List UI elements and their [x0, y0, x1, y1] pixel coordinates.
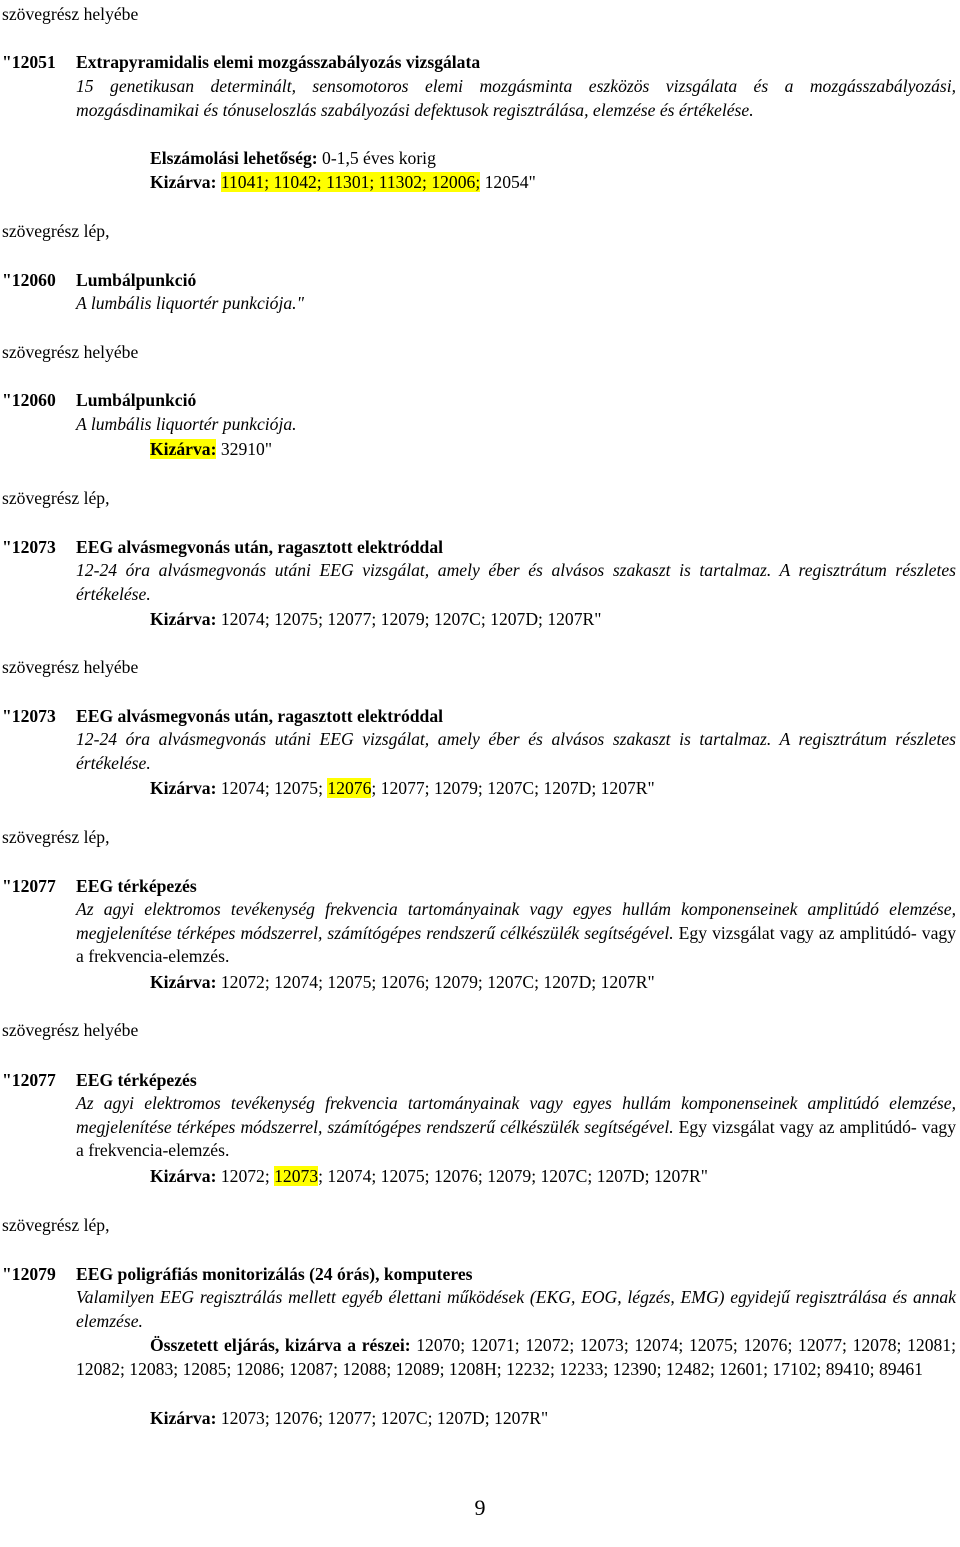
exclusion-line [150, 970, 655, 994]
entry-code: "12060 [2, 270, 56, 290]
entry-code: "12073 [2, 706, 56, 726]
exclusion-line [150, 776, 655, 800]
exclusion-label: Kizárva: [150, 1166, 217, 1186]
exclusion-codes: 12074; 12075; 12077; 12079; 1207C; 1207D; 1207R" [216, 609, 602, 629]
entry-code: "12077 [2, 1070, 56, 1090]
entry-description [76, 898, 956, 969]
exclusion-label: Kizárva: [150, 778, 217, 798]
composite-label: Összetett eljárás, kizárva a részei: [150, 1335, 411, 1355]
billing-line [150, 146, 436, 170]
exclusion-codes: 32910" [216, 439, 273, 459]
exclusion-label: Kizárva: [150, 1408, 217, 1428]
marker-text: szövegrész helyébe [2, 657, 139, 677]
description-upright: Egy vizsgálat vagy az amplitúdó- vagy a frekvencia-elemzés. [76, 922, 956, 967]
highlighted-code: 12076 [327, 778, 372, 798]
exclusion-label: Kizárva: [150, 172, 217, 192]
marker-text: szövegrész lép, [2, 827, 110, 847]
exclusion-line [150, 437, 272, 461]
exclusion-codes: 12072; 12074; 12075; 12076; 12079; 1207C; 1207D; 1207R" [216, 972, 655, 992]
billing-label: Elszámolási lehetőség: [150, 148, 318, 168]
entry-description: 15 genetikusan determinált, sensomotoros elemi mozgásminta eszközös vizsgálata és a mozgásszabályozási, mozgásdinamikai és tónuseloszlás szabályozási defektusok regisztrálása, elemzése és értékelése. [76, 76, 956, 120]
entry-description: 12-24 óra alvásmegvonás utáni EEG vizsgálat, amely éber és alvásos szakaszt is tartalmaz. A regisztrátum részletes értékelése. [76, 729, 956, 773]
entry-title: EEG térképezés [76, 1070, 197, 1090]
entry-title: Extrapyramidalis elemi mozgásszabályozás vizsgálata [76, 52, 481, 72]
entry-title: Lumbálpunkció [76, 270, 197, 290]
entry-code: "12079 [2, 1264, 56, 1284]
billing-value: 0-1,5 éves korig [322, 148, 436, 168]
description-italic: Az agyi elektromos tevékenység frekvencia tartományainak vagy egyes hullám komponenseinek amplitúdó elemzése, megjelenítése térképes módszerrel, számítógépes rendszerű célkészülék segítségével. [76, 899, 956, 943]
exclusion-codes: 12072; [216, 1166, 275, 1186]
entry-title: Lumbálpunkció [76, 390, 197, 410]
exclusion-codes: ; 12077; 12079; 1207C; 1207D; 1207R" [371, 778, 655, 798]
entry-title: EEG térképezés [76, 876, 197, 896]
entry-title: EEG poligráfiás monitorizálás (24 órás), komputeres [76, 1264, 473, 1284]
marker-text: szövegrész lép, [2, 221, 110, 241]
composite-codes: 12070; 12071; 12072; 12073; 12074; 12075; 12076; 12077; 12078; 12081; 12082; 12083; 12085; 12086; 12087; 12088; 12089; 1208H; 12232; 12233; 12390; 12482; 12601; 17102; 89410; 89461 [76, 1335, 956, 1379]
exclusion-line [150, 170, 536, 194]
description-italic: Az agyi elektromos tevékenység frekvencia tartományainak vagy egyes hullám komponenseinek amplitúdó elemzése, megjelenítése térképes módszerrel, számítógépes rendszerű célkészülék segítségével. [76, 1093, 956, 1137]
entry-code: "12060 [2, 390, 56, 410]
entry-description: A lumbális liquortér punkciója." [76, 293, 304, 313]
marker-text: szövegrész helyébe [2, 342, 139, 362]
exclusion-codes: ; 12074; 12075; 12076; 12079; 1207C; 1207D; 1207R" [318, 1166, 708, 1186]
exclusion-label: Kizárva: [150, 439, 217, 459]
entry-code: "12073 [2, 537, 56, 557]
exclusion-codes: 12054" [480, 172, 536, 192]
marker-text: szövegrész lép, [2, 1215, 110, 1235]
entry-description: 12-24 óra alvásmegvonás utáni EEG vizsgálat, amely éber és alvásos szakaszt is tartalmaz. A regisztrátum részletes értékelése. [76, 560, 956, 604]
exclusion-codes: 12073; 12076; 12077; 1207C; 1207D; 1207R" [216, 1408, 549, 1428]
entry-title: EEG alvásmegvonás után, ragasztott elektróddal [76, 537, 444, 557]
entry-description: A lumbális liquortér punkciója. [76, 414, 297, 434]
description-upright: Egy vizsgálat vagy az amplitúdó- vagy a frekvencia-elemzés. [76, 1116, 956, 1161]
exclusion-line [150, 1406, 548, 1430]
entry-code: "12051 [2, 52, 56, 72]
marker-text: szövegrész lép, [2, 488, 110, 508]
marker-text: szövegrész helyébe [2, 1020, 139, 1040]
entry-description [76, 1092, 956, 1163]
page-number: 9 [474, 1495, 486, 1520]
exclusion-label: Kizárva: [150, 972, 217, 992]
exclusion-line [150, 1164, 708, 1188]
composite-procedure [76, 1334, 956, 1381]
exclusion-label: Kizárva: [150, 609, 217, 629]
entry-code: "12077 [2, 876, 56, 896]
highlighted-codes: 11041; 11042; 11301; 11302; 12006; [220, 172, 481, 192]
exclusion-line [150, 607, 601, 631]
exclusion-codes: 12074; 12075; [216, 778, 328, 798]
entry-title: EEG alvásmegvonás után, ragasztott elektróddal [76, 706, 444, 726]
marker-text: szövegrész helyébe [2, 4, 139, 24]
highlighted-code: 12073 [274, 1166, 319, 1186]
entry-description: Valamilyen EEG regisztrálás mellett egyéb élettani működések (EKG, EOG, légzés, EMG) egyidejű regisztrálása és annak elemzése. [76, 1287, 956, 1331]
